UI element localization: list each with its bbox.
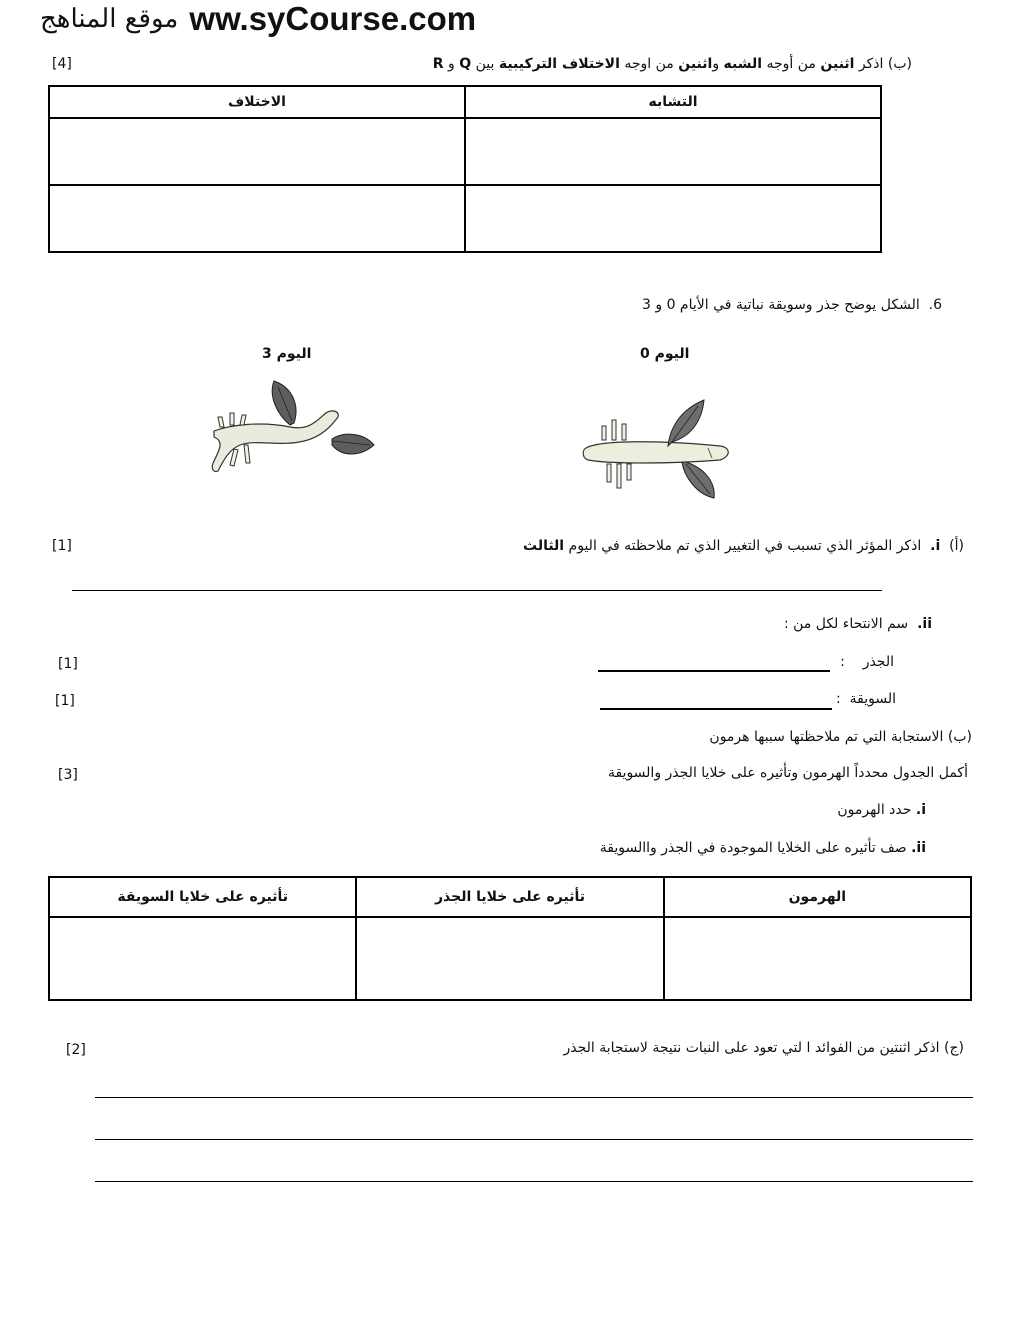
similarity-cell-2[interactable] — [465, 185, 881, 252]
site-name-arabic: موقع المناهج — [40, 4, 179, 34]
col-header-stem-effect: تأثيره على خلايا السويقة — [49, 877, 356, 917]
q6a-i-marks: [1] — [52, 538, 72, 554]
col-header-similarity: التشابه — [465, 86, 881, 118]
q6b-i-prompt: i. حدد الهرمون — [837, 802, 926, 818]
q6c-prompt: (ج) اذكر اثنتين من الفوائد ا لتي تعود على النبات نتيجة لاستجابة الجذر — [563, 1040, 964, 1056]
stem-marks: [1] — [55, 693, 75, 709]
day3-label: اليوم 3 — [262, 346, 312, 362]
stem-effect-cell[interactable] — [49, 917, 356, 1000]
q6-intro: 6. الشكل يوضح جذر وسويقة نباتية في الأيام 0 و 3 — [641, 297, 942, 313]
q6c-marks: [2] — [66, 1042, 86, 1058]
col-header-difference: الاختلاف — [49, 86, 465, 118]
q6b-complete-instruction: أكمل الجدول محدداً الهرمون وتأثيره على خلايا الجذر والسويقة — [607, 765, 968, 781]
day3-plant-figure — [200, 375, 380, 485]
hormone-table — [48, 876, 972, 1001]
difference-cell-2[interactable] — [49, 185, 465, 252]
q6a-ii-prompt: ii. سم الانتحاء لكل من : — [783, 616, 932, 632]
q6a-i-answer-line[interactable] — [72, 590, 882, 591]
stem-tropism-answer-line[interactable] — [600, 708, 832, 710]
q6c-answer-line-1[interactable] — [95, 1097, 973, 1098]
day0-plant-figure — [580, 390, 740, 505]
difference-cell-1[interactable] — [49, 118, 465, 185]
similarity-difference-table — [48, 85, 882, 253]
day0-label: اليوم 0 — [640, 346, 690, 362]
q6b-prompt: (ب) الاستجابة التي تم ملاحظتها سببها هرمون — [709, 729, 972, 745]
root-tropism-answer-line[interactable] — [598, 670, 830, 672]
q5b-prompt: (ب) اذكر اثنين من أوجه الشبه واثنين من اوجه الاختلاف التركيبية بين Q و R — [432, 56, 912, 72]
q6c-answer-line-2[interactable] — [95, 1139, 973, 1140]
col-header-hormone: الهرمون — [664, 877, 971, 917]
hormone-cell[interactable] — [664, 917, 971, 1000]
similarity-cell-1[interactable] — [465, 118, 881, 185]
q6b-ii-prompt: ii. صف تأثيره على الخلايا الموجودة في الجذر واالسويقة — [599, 840, 926, 856]
root-effect-cell[interactable] — [356, 917, 663, 1000]
q6a-i-prompt: (أ) i. اذكر المؤثر الذي تسبب في التغيير الذي تم ملاحظته في اليوم الثالث — [523, 538, 964, 554]
q6c-answer-line-3[interactable] — [95, 1181, 973, 1182]
root-tropism-row: الجذر : — [840, 654, 894, 670]
q5b-marks: [4] — [52, 56, 72, 72]
stem-tropism-row: السويقة : — [836, 691, 896, 707]
site-name-english: ww.syCourse.com — [189, 0, 477, 37]
col-header-root-effect: تأثيره على خلايا الجذر — [356, 877, 663, 917]
q6b-marks: [3] — [58, 767, 78, 783]
site-header — [40, 0, 476, 38]
root-marks: [1] — [58, 656, 78, 672]
